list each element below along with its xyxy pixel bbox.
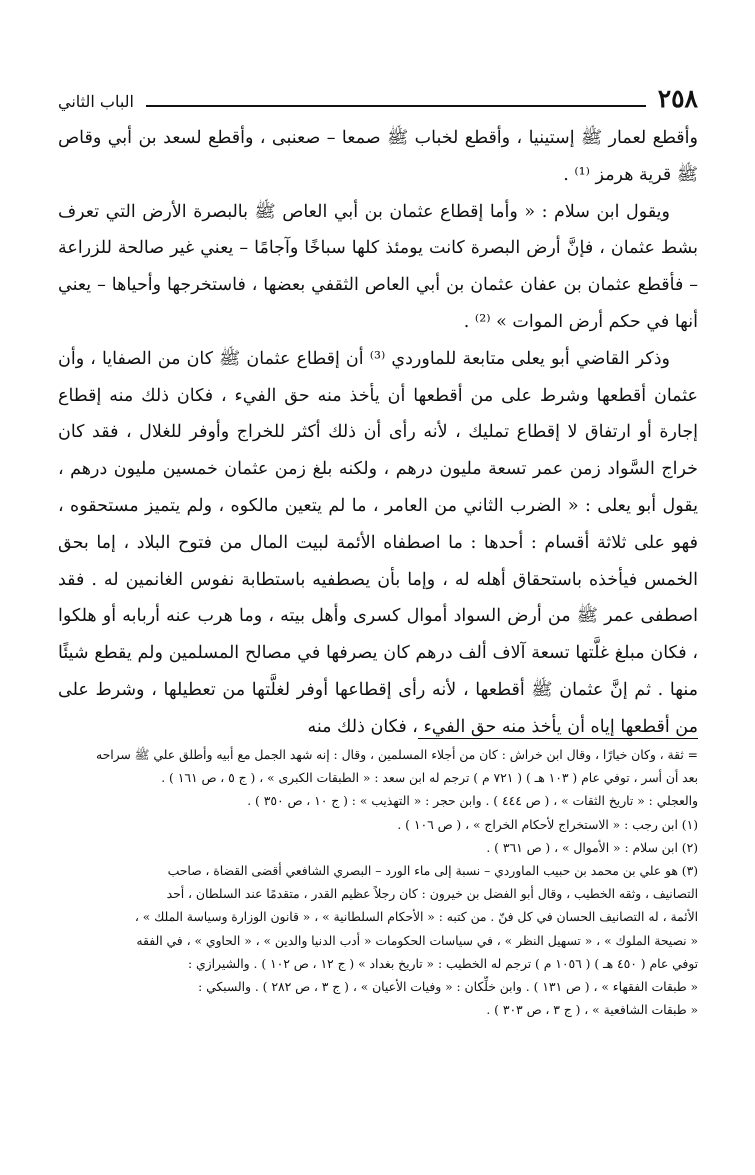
footnote-line: « طبقات الفقهاء » ، ( ص ١٣١ ) . وابن خلِّكان : « وفيات الأعيان » ، ( ج ٣ ، ص ٢٨٢ ) . والسبكي : <box>198 979 698 994</box>
footnotes <box>58 744 698 1022</box>
footnote-line: والعجلي : « تاريخ الثقات » ، ( ص ٤٤٤ ) . وابن حجر : « التهذيب » : ( ج ١٠ ، ص ٣٥٠ ) . <box>247 794 698 809</box>
footnote-line: (١) ابن رجب : « الاستخراج لأحكام الخراج » ، ( ص ١٠٦ ) . <box>397 817 698 832</box>
footnote-line: بعد أن أسر ، توفي عام ( ١٠٣ هـ ) ( ٧٢١ م ) ترجم له ابن سعد : « الطبقات الكبرى » ، ( ج ٥ ، ص ١٦١ ) . <box>161 771 698 786</box>
footnote-line: = ثقة ، وكان خيارًا ، وقال ابن خراش : كان من أجلاء المسلمين ، وقال : إنه شهد الجمل مع أبيه وأطلق علي ﷺ سراحه <box>96 748 698 762</box>
footnote-line: (٢) ابن سلام : « الأموال » ، ( ص ٣٦١ ) . <box>486 840 698 855</box>
footnote-line: التصانيف ، وثقه الخطيب ، وقال أبو الفضل بن خيرون : كان رجلاً عظيم القدر ، متقدمًا عند السلطان ، أحد <box>166 887 698 902</box>
main-text <box>58 120 698 746</box>
footnote-line: « طبقات الشافعية » ، ( ج ٣ ، ص ٣٠٣ ) . <box>486 1003 698 1018</box>
chapter-title: الباب الثاني <box>58 92 134 111</box>
footnote-separator <box>418 738 698 739</box>
header-rule <box>146 105 646 107</box>
footnote-line: توفي عام ( ٤٥٠ هـ ) ( ١٠٥٦ م ) ترجم له الخطيب : « تاريخ بغداد » ( ج ١٢ ، ص ١٠٢ ) . والشيرازي : <box>188 956 698 971</box>
footnote-line: الأئمة ، له التصانيف الحسان في كل فنّ . من كتبه : « الأحكام السلطانية » ، « قانون الوزارة وسياسة الملك » ، <box>134 910 698 925</box>
page-number: ٢٥٨ <box>657 84 698 113</box>
paragraph-3: وذكر القاضي أبو يعلى متابعة للماوردي ⁽³⁾ أن إقطاع عثمان ﷺ كان من الصفايا ، وأن عثمان أقطعها وشرط على من أقطعها أن يأخذ منه حق الفيء ، فكان ذلك منه إقطاع إجارة أو ارتفاق لا إقطاع تمليك ، لأنه رأى أن ذلك أكثر للخراج وأوفر للغلال ، فقد كان خراج السَّواد زمن عمر تسعة مليون درهم ، ولكنه بلغ زمن عثمان خمسين مليون درهم ، يقول أبو يعلى : « الضرب الثاني من العامر ، ما لم يتعين مالكوه ، ولم يتميز مستحقوه ، فهو على ثلاثة أقسام : أحدها : ما اصطفاه الأئمة لبيت المال من فتوح البلاد ، إما بحق الخمس فيأخذه باستحقاق أهله له ، وإما بأن يصطفيه باستطابة نفوس الغانمين له . فقد اصطفى عمر ﷺ من أرض السواد أموال كسرى وأهل بيته ، وما هرب عنه أربابه أو هلكوا ، فكان مبلغ غلَّتها تسعة آلاف ألف درهم كان يصرفها في مصالح المسلمين ولم يقطع شيئًا منها . ثم إنَّ عثمان ﷺ أقطعها ، لأنه رأى إقطاعها أوفر لغلَّتها من تعطيلها ، وشرط على من أقطعها إياه أن يأخذ منه حق الفيء ، فكان ذلك منه <box>58 348 698 737</box>
footnote-line: « نصيحة الملوك » ، « تسهيل النظر » ، في سياسات الحكومات « أدب الدنيا والدين » ، « الحاوي » ، في الفقه <box>136 933 698 948</box>
page-header <box>58 80 698 114</box>
footnote-line: (٣) هو علي بن محمد بن حبيب الماوردي – نسبة إلى ماء الورد – البصري الشافعي أقضى القضاة ، صاحب <box>167 863 698 878</box>
paragraph-1: وأقطع لعمار ﷺ إستينيا ، وأقطع لخباب ﷺ صمعا – صعنبى ، وأقطع لسعد بن أبي وقاص ﷺ قرية هرمز ⁽¹⁾ . <box>58 128 698 185</box>
paragraph-2: ويقول ابن سلام : « وأما إقطاع عثمان بن أبي العاص ﷺ بالبصرة الأرض التي تعرف بشط عثمان ، فإنَّ أرض البصرة كانت يومئذ كلها سباخًا وآجامًا – يعني غير صالحة للزراعة – فأقطع عثمان بن عفان عثمان بن أبي العاص الثقفي بعضها ، فاستخرجها وأحياها – يعني أنها في حكم أرض الموات » ⁽²⁾ . <box>58 201 698 332</box>
